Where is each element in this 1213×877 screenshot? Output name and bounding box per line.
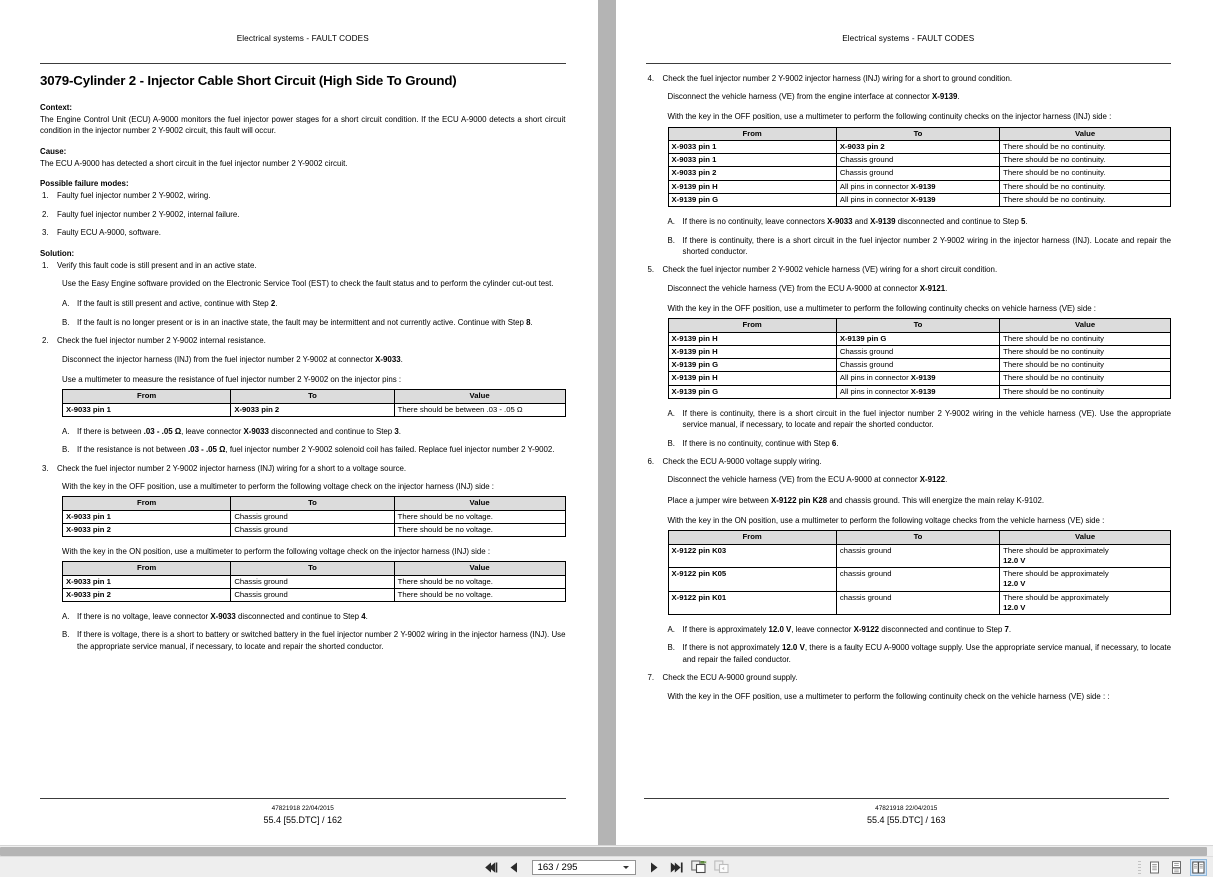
- step6-option-b: [646, 642, 1172, 665]
- page-footer-right: [644, 798, 1170, 827]
- ve-continuity-table: [668, 318, 1172, 398]
- solution-step-2: [40, 335, 566, 346]
- first-page-icon: [484, 861, 499, 874]
- table-row: [63, 523, 566, 536]
- solution-label: Solution:: [40, 248, 75, 258]
- col-to: To: [231, 562, 394, 575]
- cell-from: X-9033 pin 1: [668, 154, 836, 167]
- cell-value: There should be no continuity: [1000, 359, 1171, 372]
- view-continuous-scroll-button[interactable]: [1168, 859, 1185, 876]
- cell-to: Chassis ground: [836, 359, 999, 372]
- copy-page-button[interactable]: [691, 859, 708, 876]
- table-header-row: [63, 497, 566, 510]
- first-page-button[interactable]: [483, 859, 500, 876]
- option-text: If there is voltage, there is a short to battery or switched battery in the fuel injector number 2 Y-9002 wiring in the injector harness (INJ). Use the appropriate service manual, if necessary, to locate and repair the shorted conductor.: [77, 630, 566, 651]
- step2-option-b: [40, 444, 566, 455]
- step5-option-a: [646, 408, 1172, 431]
- cell-from: X-9139 pin G: [668, 385, 836, 398]
- paste-page-icon: [714, 860, 730, 875]
- option-marker: B.: [667, 235, 675, 245]
- continuous-scroll-icon: [1170, 861, 1183, 874]
- option-marker: B.: [62, 445, 70, 455]
- table-row: [668, 167, 1171, 180]
- table-row: [668, 345, 1171, 358]
- cell-value: There should be no continuity: [1000, 332, 1171, 345]
- footer-page-ref: 55.4 [55.DTC] / 163: [866, 815, 946, 826]
- col-value: Value: [1000, 531, 1171, 544]
- option-text: If there is no continuity, leave connectors X-9033 and X-9139 disconnected and continue to Step 5.: [682, 217, 1028, 227]
- table-header-row: [668, 319, 1171, 332]
- step6-paragraph-1: Disconnect the vehicle harness (VE) from the ECU A-9000 at connector X-9122.: [667, 475, 948, 485]
- cell-value: There should be approximately 12.0 V: [1000, 591, 1171, 614]
- col-to: To: [836, 531, 999, 544]
- context-text: The Engine Control Unit (ECU) A-9000 monitors the fuel injector power stages for a short circuit condition. If the ECU A-9000 detects a short circuit condition in the injector number 2 Y-9002 circuit, this fault will occur.: [40, 114, 566, 136]
- step3-option-a: [40, 611, 566, 622]
- cell-to: All pins in connector X-9139: [836, 372, 999, 385]
- option-marker: B.: [667, 643, 675, 653]
- table-header-row: [668, 127, 1171, 140]
- voltage-on-table: [62, 561, 566, 602]
- cell-value: There should be between .03 - .05 Ω: [394, 403, 565, 416]
- solution-step-4: [646, 73, 1172, 84]
- running-head-left: Electrical systems - FAULT CODES: [236, 34, 369, 43]
- cell-to: Chassis ground: [231, 510, 394, 523]
- cell-to: chassis ground: [836, 568, 999, 591]
- step6-table-wrap: [646, 530, 1172, 615]
- cell-to: X-9033 pin 2: [231, 403, 394, 416]
- col-from: From: [668, 531, 836, 544]
- col-value: Value: [1000, 319, 1171, 332]
- page-number-value: 163 / 295: [537, 861, 578, 873]
- step3-table-off-wrap: [40, 496, 566, 537]
- step5-table-wrap: [646, 318, 1172, 398]
- cell-value: There should be no continuity.: [1000, 193, 1171, 206]
- option-text: If there is continuity, there is a short circuit in the fuel injector number 2 Y-9002 wiring in the injector harness (INJ). Locate and repair the shorted conductor.: [682, 235, 1171, 256]
- option-text: If there is no continuity, continue with Step 6.: [682, 438, 839, 448]
- page-gutter-right: [1201, 0, 1213, 845]
- step-text: Check the fuel injector number 2 Y-9002 vehicle harness (VE) wiring for a short circuit condition.: [662, 265, 998, 275]
- step3-paragraph-off: With the key in the OFF position, use a multimeter to perform the following voltage check on the injector harness (INJ) side :: [62, 481, 494, 491]
- cell-value: There should be no continuity.: [1000, 141, 1171, 154]
- ve-continuity-body: [668, 332, 1171, 398]
- step-marker: 5.: [647, 265, 655, 275]
- col-value: Value: [394, 390, 565, 403]
- cell-from: X-9033 pin 1: [63, 403, 231, 416]
- step4-table-wrap: [646, 127, 1172, 207]
- step2-table-wrap: [40, 389, 566, 416]
- step5-option-b: [646, 438, 1172, 449]
- viewer-toolbar: [0, 856, 1213, 877]
- list-item: [40, 190, 566, 201]
- step2-option-a: [40, 426, 566, 437]
- cell-from: X-9139 pin H: [668, 180, 836, 193]
- cell-value: There should be no continuity.: [1000, 154, 1171, 167]
- table-row: [63, 588, 566, 601]
- option-marker: B.: [667, 438, 675, 448]
- cell-to: All pins in connector X-9139: [836, 385, 999, 398]
- table-header-row: [63, 562, 566, 575]
- cell-to: Chassis ground: [231, 523, 394, 536]
- step6-paragraph-3: With the key in the ON position, use a multimeter to perform the following voltage checks from the vehicle harness (VE) side :: [667, 516, 1105, 526]
- ecu-voltage-body: [668, 544, 1171, 614]
- solution-step-7: [646, 672, 1172, 683]
- step-text: Verify this fault code is still present and in an active state.: [57, 260, 257, 270]
- option-text: If there is no voltage, leave connector X-9033 disconnected and continue to Step 4.: [77, 612, 368, 622]
- step4-paragraph-1: Disconnect the vehicle harness (VE) from the engine interface at connector X-9139.: [667, 92, 960, 102]
- list-item: [40, 227, 566, 238]
- cell-from: X-9122 pin K03: [668, 544, 836, 567]
- previous-page-icon: [508, 861, 521, 874]
- footer-rule: [644, 798, 1170, 799]
- cell-value: There should be no continuity: [1000, 385, 1171, 398]
- list-text: Faulty fuel injector number 2 Y-9002, internal failure.: [57, 209, 240, 219]
- step3-paragraph-on: With the key in the ON position, use a multimeter to perform the following voltage check on the injector harness (INJ) side :: [62, 547, 491, 557]
- option-marker: A.: [62, 299, 70, 309]
- cause-label: Cause:: [40, 146, 67, 156]
- cell-to: Chassis ground: [836, 167, 999, 180]
- solution-step-5: [646, 264, 1172, 275]
- previous-page-button[interactable]: [506, 859, 523, 876]
- step-marker: 1.: [42, 260, 49, 270]
- list-marker: 3.: [42, 228, 49, 238]
- step4-option-a: [646, 216, 1172, 227]
- cell-value: There should be approximately 12.0 V: [1000, 544, 1171, 567]
- option-marker: A.: [62, 426, 70, 436]
- cell-value: There should be no voltage.: [394, 588, 565, 601]
- step1-option-b: [40, 317, 566, 328]
- cell-to: X-9033 pin 2: [836, 141, 999, 154]
- col-to: To: [231, 390, 394, 403]
- col-to: To: [836, 127, 999, 140]
- step4-option-b: [646, 235, 1172, 258]
- col-from: From: [668, 319, 836, 332]
- list-item: [40, 209, 566, 220]
- cell-to: All pins in connector X-9139: [836, 193, 999, 206]
- cell-value: There should be no voltage.: [394, 523, 565, 536]
- cell-from: X-9033 pin 2: [63, 523, 231, 536]
- step6-option-a: [646, 624, 1172, 635]
- step1-option-a: [40, 298, 566, 309]
- cell-to: X-9139 pin G: [836, 332, 999, 345]
- inj-continuity-body: [668, 141, 1171, 207]
- cell-from: X-9122 pin K05: [668, 568, 836, 591]
- list-marker: 1.: [42, 191, 49, 201]
- toolbar-separator: [1138, 861, 1141, 874]
- step-text: Check the fuel injector number 2 Y-9002 injector harness (INJ) wiring for a short to ground condition.: [662, 73, 1013, 83]
- page-right: [616, 0, 1202, 845]
- option-text: If the fault is no longer present or is in an inactive state, the fault may be intermittent and not currently active. Continue with Step 8.: [77, 317, 533, 327]
- cell-value: There should be no continuity.: [1000, 180, 1171, 193]
- table-row: [668, 591, 1171, 614]
- context-label: Context:: [40, 102, 72, 112]
- cell-value: There should be no continuity: [1000, 372, 1171, 385]
- running-head-right: Electrical systems - FAULT CODES: [842, 34, 975, 43]
- header-rule-left: [40, 63, 566, 64]
- solution-step-3: [40, 463, 566, 474]
- voltage-off-table: [62, 496, 566, 537]
- cell-to: Chassis ground: [231, 588, 394, 601]
- step1-paragraph: Use the Easy Engine software provided on the Electronic Service Tool (EST) to check the fault status and to perform the cylinder cut-out test.: [62, 279, 554, 289]
- page-gutter-middle: [598, 0, 616, 845]
- last-page-icon: [669, 861, 684, 874]
- table-row: [63, 575, 566, 588]
- view-mode-group: [1138, 857, 1207, 877]
- step2-paragraph-1: Disconnect the injector harness (INJ) from the fuel injector number 2 Y-9002 at connector X-9033.: [62, 354, 403, 364]
- view-two-page-button[interactable]: [1190, 859, 1207, 876]
- cell-from: X-9139 pin G: [668, 193, 836, 206]
- footer-doc-id: 47821918 22/04/2015: [271, 805, 334, 813]
- option-marker: A.: [667, 625, 675, 635]
- step2-paragraph-2: Use a multimeter to measure the resistance of fuel injector number 2 Y-9002 on the injector pins :: [62, 374, 402, 384]
- cell-value: There should be no continuity.: [1000, 167, 1171, 180]
- cell-to: chassis ground: [836, 591, 999, 614]
- cell-from: X-9033 pin 1: [668, 141, 836, 154]
- cell-to: chassis ground: [836, 544, 999, 567]
- step-marker: 7.: [647, 673, 655, 683]
- view-single-page-button[interactable]: [1146, 859, 1163, 876]
- footer-doc-id: 47821918 22/04/2015: [875, 805, 938, 813]
- page-navigation-group: [483, 859, 731, 876]
- inj-continuity-table: [668, 127, 1172, 207]
- cell-value: There should be no voltage.: [394, 510, 565, 523]
- col-from: From: [63, 497, 231, 510]
- cell-to: All pins in connector X-9139: [836, 180, 999, 193]
- table-header-row: [668, 531, 1171, 544]
- list-marker: 2.: [42, 209, 49, 219]
- paste-page-button[interactable]: [714, 859, 731, 876]
- step3-table-on-wrap: [40, 561, 566, 602]
- step-text: Check the ECU A-9000 ground supply.: [662, 673, 798, 683]
- col-from: From: [63, 562, 231, 575]
- option-text: If there is between .03 - .05 Ω, leave connector X-9033 disconnected and continue to Step 3.: [77, 426, 401, 436]
- col-value: Value: [394, 497, 565, 510]
- table-row: [668, 568, 1171, 591]
- page-footer-left: [40, 798, 566, 827]
- col-value: Value: [394, 562, 565, 575]
- option-marker: A.: [667, 217, 675, 227]
- solution-step-1: [40, 260, 566, 271]
- table-row: [63, 510, 566, 523]
- page-title: 3079-Cylinder 2 - Injector Cable Short Circuit (High Side To Ground): [40, 72, 457, 88]
- cell-value: There should be no voltage.: [394, 575, 565, 588]
- page-number-field[interactable]: [532, 860, 636, 875]
- cell-from: X-9033 pin 2: [668, 167, 836, 180]
- step5-paragraph-1: Disconnect the vehicle harness (VE) from the ECU A-9000 at connector X-9121.: [667, 283, 948, 293]
- cell-value: There should be approximately 12.0 V: [1000, 568, 1171, 591]
- table-row: [668, 385, 1171, 398]
- single-page-icon: [1148, 861, 1161, 874]
- page-left: [12, 0, 598, 845]
- page-gutter-left: [0, 0, 12, 845]
- option-text: If there is continuity, there is a short circuit in the fuel injector number 2 Y-9002 wiring in the vehicle harness (VE). Use the appropriate service manual, if necessary, to locate and repair the shorted conductor.: [682, 408, 1171, 430]
- option-text: If the resistance is not between .03 - .05 Ω, fuel injector number 2 Y-9002 solenoid coil has failed. Replace fuel injector number 2 Y-9002.: [77, 445, 555, 455]
- option-marker: B.: [62, 317, 70, 327]
- table-header-row: [63, 390, 566, 403]
- step-text: Check the ECU A-9000 voltage supply wiring.: [662, 456, 822, 466]
- col-to: To: [231, 497, 394, 510]
- option-text: If the fault is still present and active, continue with Step 2.: [77, 299, 278, 309]
- two-page-icon: [1192, 861, 1205, 874]
- table-row: [63, 403, 566, 416]
- step-marker: 6.: [647, 456, 655, 466]
- cell-from: X-9033 pin 2: [63, 588, 231, 601]
- table-row: [668, 141, 1171, 154]
- table-row: [668, 544, 1171, 567]
- step-marker: 4.: [647, 73, 655, 83]
- resistance-table: [62, 389, 566, 416]
- cell-from: X-9139 pin H: [668, 332, 836, 345]
- cell-to: Chassis ground: [836, 345, 999, 358]
- header-rule-right: [646, 63, 1172, 64]
- last-page-button[interactable]: [668, 859, 685, 876]
- horizontal-scrollbar[interactable]: [0, 845, 1213, 856]
- step4-paragraph-2: With the key in the OFF position, use a multimeter to perform the following continuity checks on the injector harness (INJ) side :: [667, 112, 1112, 122]
- option-marker: A.: [667, 408, 675, 418]
- cell-to: Chassis ground: [231, 575, 394, 588]
- failure-modes-label: Possible failure modes:: [40, 179, 129, 189]
- copy-page-icon: [691, 860, 707, 875]
- ecu-voltage-table: [668, 530, 1172, 615]
- cell-from: X-9122 pin K01: [668, 591, 836, 614]
- footer-page-ref: 55.4 [55.DTC] / 162: [263, 815, 343, 826]
- table-row: [668, 180, 1171, 193]
- col-from: From: [63, 390, 231, 403]
- cell-from: X-9139 pin H: [668, 372, 836, 385]
- scrollbar-thumb[interactable]: [0, 847, 1207, 856]
- table-row: [668, 372, 1171, 385]
- col-to: To: [836, 319, 999, 332]
- col-from: From: [668, 127, 836, 140]
- table-row: [668, 359, 1171, 372]
- footer-rule: [40, 798, 566, 799]
- cell-to: Chassis ground: [836, 154, 999, 167]
- step-marker: 3.: [42, 463, 49, 473]
- solution-step-6: [646, 456, 1172, 467]
- cell-from: X-9033 pin 1: [63, 575, 231, 588]
- step3-option-b: [40, 629, 566, 652]
- option-marker: B.: [62, 630, 70, 640]
- step-text: Check the fuel injector number 2 Y-9002 injector harness (INJ) wiring for a short to a voltage source.: [57, 463, 407, 473]
- step6-paragraph-2: Place a jumper wire between X-9122 pin K28 and chassis ground. This will energize the main relay K-9102.: [667, 495, 1045, 505]
- table-row: [668, 332, 1171, 345]
- table-row: [668, 193, 1171, 206]
- step-text: Check the fuel injector number 2 Y-9002 internal resistance.: [57, 336, 266, 346]
- next-page-icon: [647, 861, 660, 874]
- step7-paragraph-1: With the key in the OFF position, use a multimeter to perform the following continuity check on the vehicle harness (VE) side : :: [667, 691, 1110, 701]
- next-page-button[interactable]: [645, 859, 662, 876]
- chevron-down-icon[interactable]: [623, 866, 629, 869]
- cell-from: X-9033 pin 1: [63, 510, 231, 523]
- cell-value: There should be no continuity: [1000, 345, 1171, 358]
- option-marker: A.: [62, 612, 70, 622]
- step5-paragraph-2: With the key in the OFF position, use a multimeter to perform the following continuity checks on vehicle harness (VE) side :: [667, 304, 1096, 314]
- option-text: If there is not approximately 12.0 V, there is a faulty ECU A-9000 voltage supply. Use the appropriate service manual, if necessary, to locate and repair the failed conductor.: [682, 643, 1171, 664]
- cell-from: X-9139 pin H: [668, 345, 836, 358]
- cell-from: X-9139 pin G: [668, 359, 836, 372]
- col-value: Value: [1000, 127, 1171, 140]
- option-text: If there is approximately 12.0 V, leave connector X-9122 disconnected and continue to Step 7.: [682, 625, 1012, 635]
- cause-text: The ECU A-9000 has detected a short circuit in the fuel injector number 2 Y-9002 circuit.: [40, 158, 348, 168]
- step-marker: 2.: [42, 336, 49, 346]
- list-text: Faulty ECU A-9000, software.: [57, 228, 161, 238]
- list-text: Faulty fuel injector number 2 Y-9002, wiring.: [57, 191, 211, 201]
- table-row: [668, 154, 1171, 167]
